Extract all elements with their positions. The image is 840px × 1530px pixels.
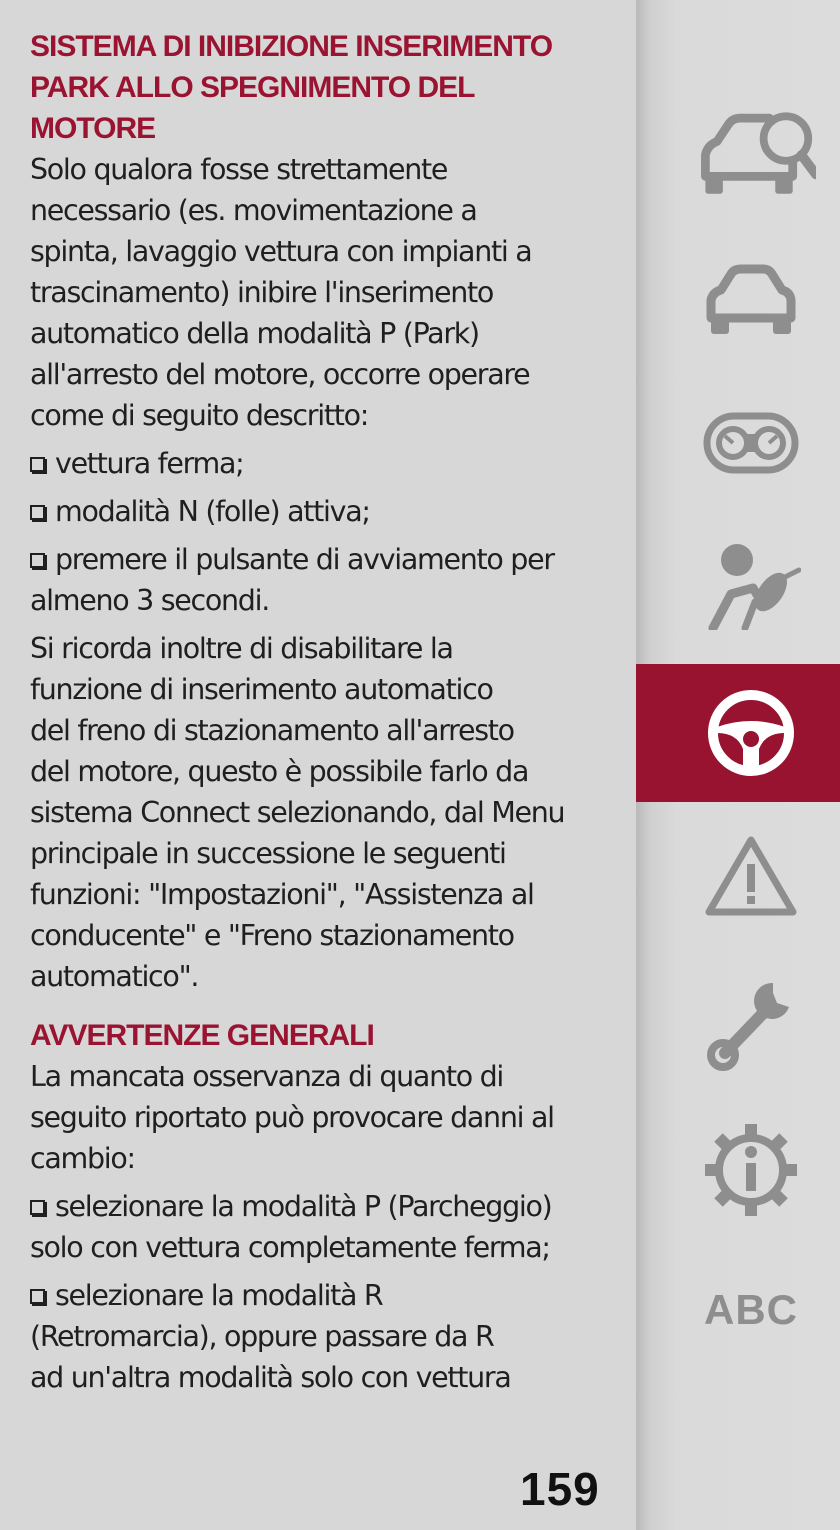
text-line: del freno di stazionamento all'arresto [30, 714, 514, 747]
intro-paragraph [30, 149, 630, 436]
checkbox-bullet-icon [30, 505, 45, 520]
text-line: Si ricorda inoltre di disabilitare la [30, 632, 453, 665]
text-column [30, 26, 630, 1398]
warning-triangle-icon[interactable] [686, 820, 816, 930]
bullet-text: almeno 3 secondi. [30, 584, 269, 617]
bullet-text: selezionare la modalità R [55, 1279, 383, 1312]
text-line: del motore, questo è possibile farlo da [30, 755, 529, 788]
bullet-text: solo con vettura completamente ferma; [30, 1231, 550, 1264]
bullet-item [30, 1186, 630, 1268]
note-paragraph [30, 628, 630, 997]
heading-line: MOTORE [30, 112, 156, 145]
bullet-text: modalità N (folle) attiva; [55, 495, 370, 528]
text-line: spinta, lavaggio vettura con impianti a [30, 235, 532, 268]
bullet-text: premere il pulsante di avviamento per [55, 543, 554, 576]
bullet-text: ad un'altra modalità solo con vettura [30, 1361, 511, 1394]
bullet-text: (Retromarcia), oppure passare da R [30, 1320, 494, 1353]
text-line: all'arresto del motore, occorre operare [30, 358, 530, 391]
checkbox-bullet-icon [30, 1289, 45, 1304]
dashboard-icon[interactable] [686, 388, 816, 498]
bullet-item [30, 539, 630, 621]
car-icon[interactable] [686, 245, 816, 355]
section-heading-park-inhibit [30, 26, 630, 149]
bullet-item [30, 443, 630, 484]
heading-line: SISTEMA DI INIBIZIONE INSERIMENTO [30, 30, 553, 63]
checkbox-bullet-icon [30, 553, 45, 568]
text-line: sistema Connect selezionando, dal Menu [30, 796, 565, 829]
gear-info-icon[interactable] [686, 1115, 816, 1225]
text-line: conducente" e "Freno stazionamento [30, 919, 514, 952]
abc-label: ABC [704, 1286, 798, 1333]
heading-line: PARK ALLO SPEGNIMENTO DEL [30, 71, 475, 104]
abc-glossary-button[interactable] [686, 1255, 816, 1365]
text-line: funzione di inserimento automatico [30, 673, 493, 706]
checkbox-bullet-icon [30, 1200, 45, 1215]
text-line: come di seguito descritto: [30, 399, 369, 432]
text-line: cambio: [30, 1142, 135, 1175]
text-line: automatico". [30, 960, 199, 993]
wrench-icon[interactable] [686, 968, 816, 1078]
text-line: necessario (es. movimentazione a [30, 194, 477, 227]
bullet-text: selezionare la modalità P (Parcheggio) [55, 1190, 552, 1223]
text-line: principale in successione le seguenti [30, 837, 506, 870]
checkbox-bullet-icon [30, 457, 45, 472]
bullet-text: vettura ferma; [55, 447, 244, 480]
bullet-item [30, 1275, 630, 1398]
airbag-icon[interactable] [686, 530, 816, 640]
text-line: Solo qualora fosse strettamente [30, 153, 448, 186]
car-search-icon[interactable] [686, 100, 816, 210]
chapter-nav-sidebar [636, 0, 840, 1530]
text-line: trascinamento) inibire l'inserimento [30, 276, 493, 309]
text-line: automatico della modalità P (Park) [30, 317, 479, 350]
section-heading-general-warnings: AVVERTENZE GENERALI [30, 1019, 374, 1052]
bullet-item [30, 491, 630, 532]
text-line: seguito riportato può provocare danni al [30, 1101, 554, 1134]
warnings-intro-paragraph [30, 1056, 630, 1179]
steering-wheel-icon[interactable] [686, 678, 816, 788]
text-line: funzioni: "Impostazioni", "Assistenza al [30, 878, 534, 911]
page-number: 159 [520, 1463, 600, 1515]
text-line: La mancata osservanza di quanto di [30, 1060, 504, 1093]
